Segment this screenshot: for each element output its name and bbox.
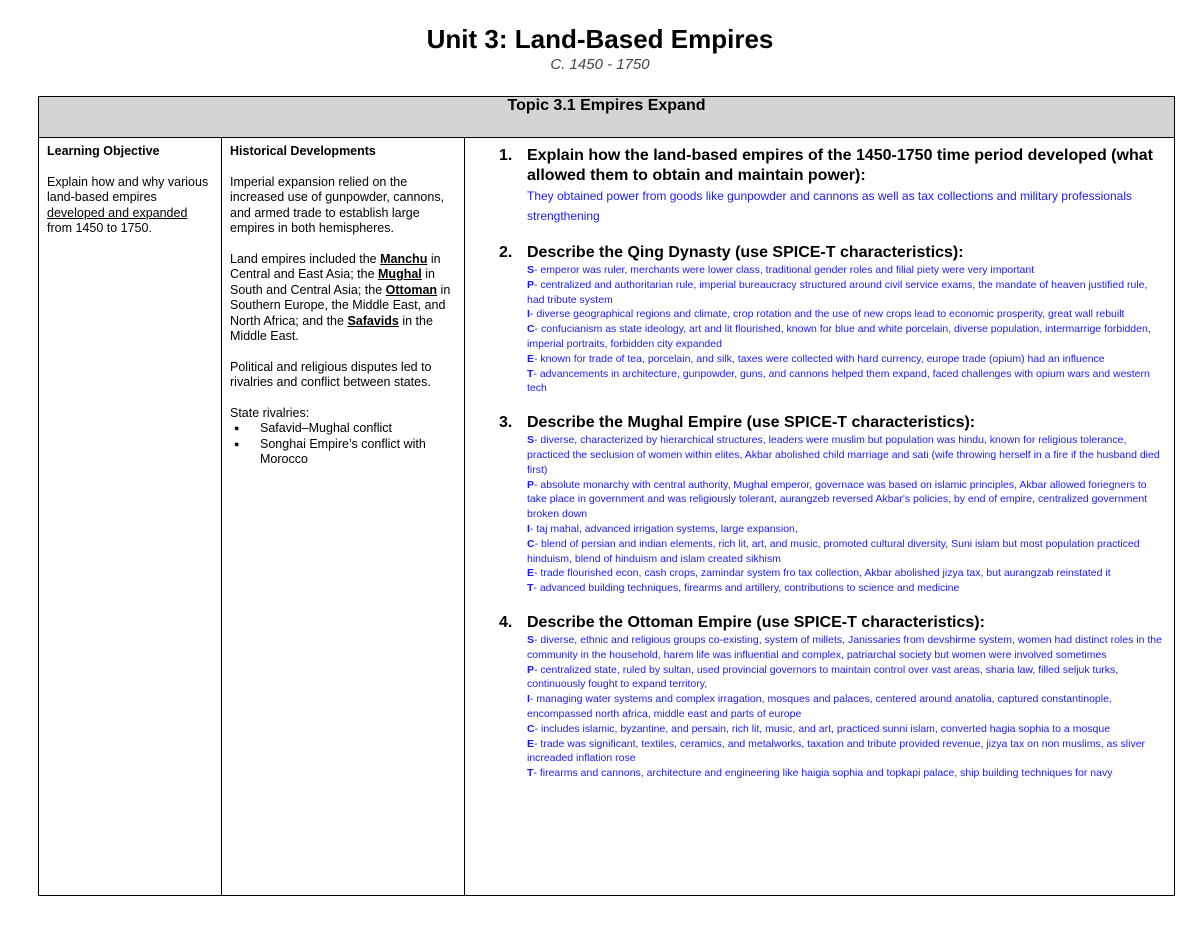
historical-developments-cell bbox=[222, 138, 465, 896]
question-2 bbox=[499, 243, 1166, 396]
spice-t-list bbox=[499, 263, 1166, 396]
question-3 bbox=[499, 413, 1166, 596]
topic-header: Topic 3.1 Empires Expand bbox=[39, 97, 1175, 138]
questions-cell bbox=[465, 138, 1175, 896]
spice-item-c: C- blend of persian and indian elements, rich lit, art, and music, promoted cultural diversity, Suni islam but most population practiced hinduism, blend of hinduism and islam created sikhism bbox=[527, 537, 1140, 565]
developments-paragraph-2: Land empires included the Manchu in Central and East Asia; the Mughal in South and Central Asia; the Ottoman in Southern Europe, the Middle East, and North Africa; and the Safavids in the Middle East. bbox=[230, 251, 451, 343]
spice-item-c: C- confucianism as state ideology, art and lit flourished, known for blue and white porcelain, diverse population, intermarrige forbidden, imperial portraits, forbidden city expanded bbox=[527, 323, 1151, 350]
question-number: 2. bbox=[499, 244, 513, 261]
question-title: Describe the Ottoman Empire (use SPICE-T characteristics): bbox=[527, 613, 985, 631]
page-title: Unit 3: Land-Based Empires bbox=[426, 24, 774, 54]
learning-objective-heading: Learning Objective bbox=[47, 144, 160, 158]
question-answer: They obtained power from goods like gunpowder and cannons as well as tax collections and military professionals strengthening bbox=[527, 189, 1132, 223]
question-title: Describe the Mughal Empire (use SPICE-T characteristics): bbox=[527, 414, 976, 432]
spice-item-p: P- centralized and authoritarian rule, imperial bureaucracy structured around civil service exams, the mandate of heaven justified rule, had tribute system bbox=[527, 278, 1148, 306]
spice-item-p: P- absolute monarchy with central authority, Mughal emperor, governace was based on islamic principles, Akbar allowed foriegners to take place in government and was religiously tolerant, aurangzeb reversed Akbar's policies, by end of empire, centralized government broken down bbox=[527, 478, 1148, 521]
question-number: 1. bbox=[499, 147, 513, 164]
question-number: 4. bbox=[499, 613, 513, 631]
spice-item-i: I- managing water systems and complex irragation, mosques and palaces, centered around anatolia, captured constantinople, encompassed north africa, middle east and parts of europe bbox=[527, 693, 1112, 720]
spice-item-t: T- firearms and cannons, architecture and engineering like haigia sophia and topkapi palace, ship building techniques for navy bbox=[527, 767, 1113, 780]
question-number: 3. bbox=[499, 414, 513, 432]
spice-item-c: C- includes islamic, byzantine, and persain, rich lit, music, and art, practiced sunni islam, converted hagia sophia to a mosque bbox=[527, 722, 1111, 735]
spice-item-i: I- diverse geographical regions and climate, crop rotation and the use of new crops lead to economic prosperity, great wall rebuilt bbox=[527, 308, 1125, 321]
learning-objective-cell bbox=[39, 138, 222, 896]
rivalries-list bbox=[230, 421, 456, 468]
spice-item-e: E- trade was significant, textiles, ceramics, and metalworks, taxation and tribute provided revenue, jizya tax on non muslims, as sliver increaded inflation rose bbox=[527, 737, 1146, 765]
question-4 bbox=[499, 613, 1166, 781]
spice-item-s: S- diverse, characterized by hierarchical structures, leaders were muslim but population was hindu, known for religious tolerance, practiced the seclusion of women within elites, Akbar abolished child marriage and sati (wife throwing herself in a fire if the husband died first) bbox=[527, 434, 1160, 476]
content-table bbox=[38, 96, 1175, 896]
rivalries-label: State rivalries: bbox=[230, 405, 310, 420]
question-title: Explain how the land-based empires of the 1450-1750 time period developed (what allowed them to obtain and maintain power): bbox=[527, 147, 1153, 184]
spice-item-p: P- centralized state, ruled by sultan, used provincial governors to maintain control over vast areas, sharia law, filled seljuk turks, continuously fought to expand territory, bbox=[527, 663, 1119, 691]
developments-paragraph-1: Imperial expansion relied on the increased use of gunpowder, cannons, and armed trade to establish large empires in both hemispheres. bbox=[230, 174, 445, 235]
question-1 bbox=[499, 146, 1166, 226]
spice-item-t: T- advancements in architecture, gunpowder, guns, and cannons helped them expand, faced challenges with opium wars and western tech bbox=[527, 367, 1150, 395]
spice-item-e: E- known for trade of tea, porcelain, and silk, taxes were collected with hard currency, europe trade (opium) had an influence bbox=[527, 352, 1105, 365]
question-title: Describe the Qing Dynasty (use SPICE-T characteristics): bbox=[527, 244, 964, 261]
spice-item-e: E- trade flourished econ, cash crops, zamindar system fro tax collection, Akbar abolished jizya tax, but aurangzab reinstated it bbox=[527, 567, 1111, 580]
spice-item-i: I- taj mahal, advanced irrigation systems, large expansion, bbox=[527, 522, 798, 535]
spice-item-s: S- emperor was ruler, merchants were lower class, traditional gender roles and filial piety were very important bbox=[527, 264, 1035, 276]
spice-item-t: T- advanced building techniques, firearms and artillery, contributions to science and medicine bbox=[527, 582, 960, 595]
historical-developments-heading: Historical Developments bbox=[230, 144, 376, 158]
empire-name-ottoman: Ottoman bbox=[385, 282, 438, 297]
developments-paragraph-3: Political and religious disputes led to rivalries and conflict between states. bbox=[230, 359, 432, 389]
empire-name-safavids: Safavids bbox=[347, 313, 399, 328]
spice-t-list bbox=[499, 633, 1166, 781]
list-item: ● Songhai Empire’s conflict with Morocco bbox=[260, 437, 456, 468]
spice-t-list bbox=[499, 433, 1166, 596]
spice-item-s: S- diverse, ethnic and religious groups co-existing, system of millets, Janissaries from devshirme system, women had distinct roles in the community in the household, harem life was influential and complex, patriarchal society but women were involved sometimes bbox=[527, 633, 1162, 661]
learning-objective-text: Explain how and why various land-based empires developed and expanded from 1450 to 1750. bbox=[47, 174, 209, 235]
empire-name-mughal: Mughal bbox=[378, 267, 422, 281]
page-subtitle: C. 1450 - 1750 bbox=[550, 56, 650, 73]
empire-name-manchu: Manchu bbox=[380, 251, 428, 266]
list-item: ● Safavid–Mughal conflict bbox=[260, 421, 456, 437]
